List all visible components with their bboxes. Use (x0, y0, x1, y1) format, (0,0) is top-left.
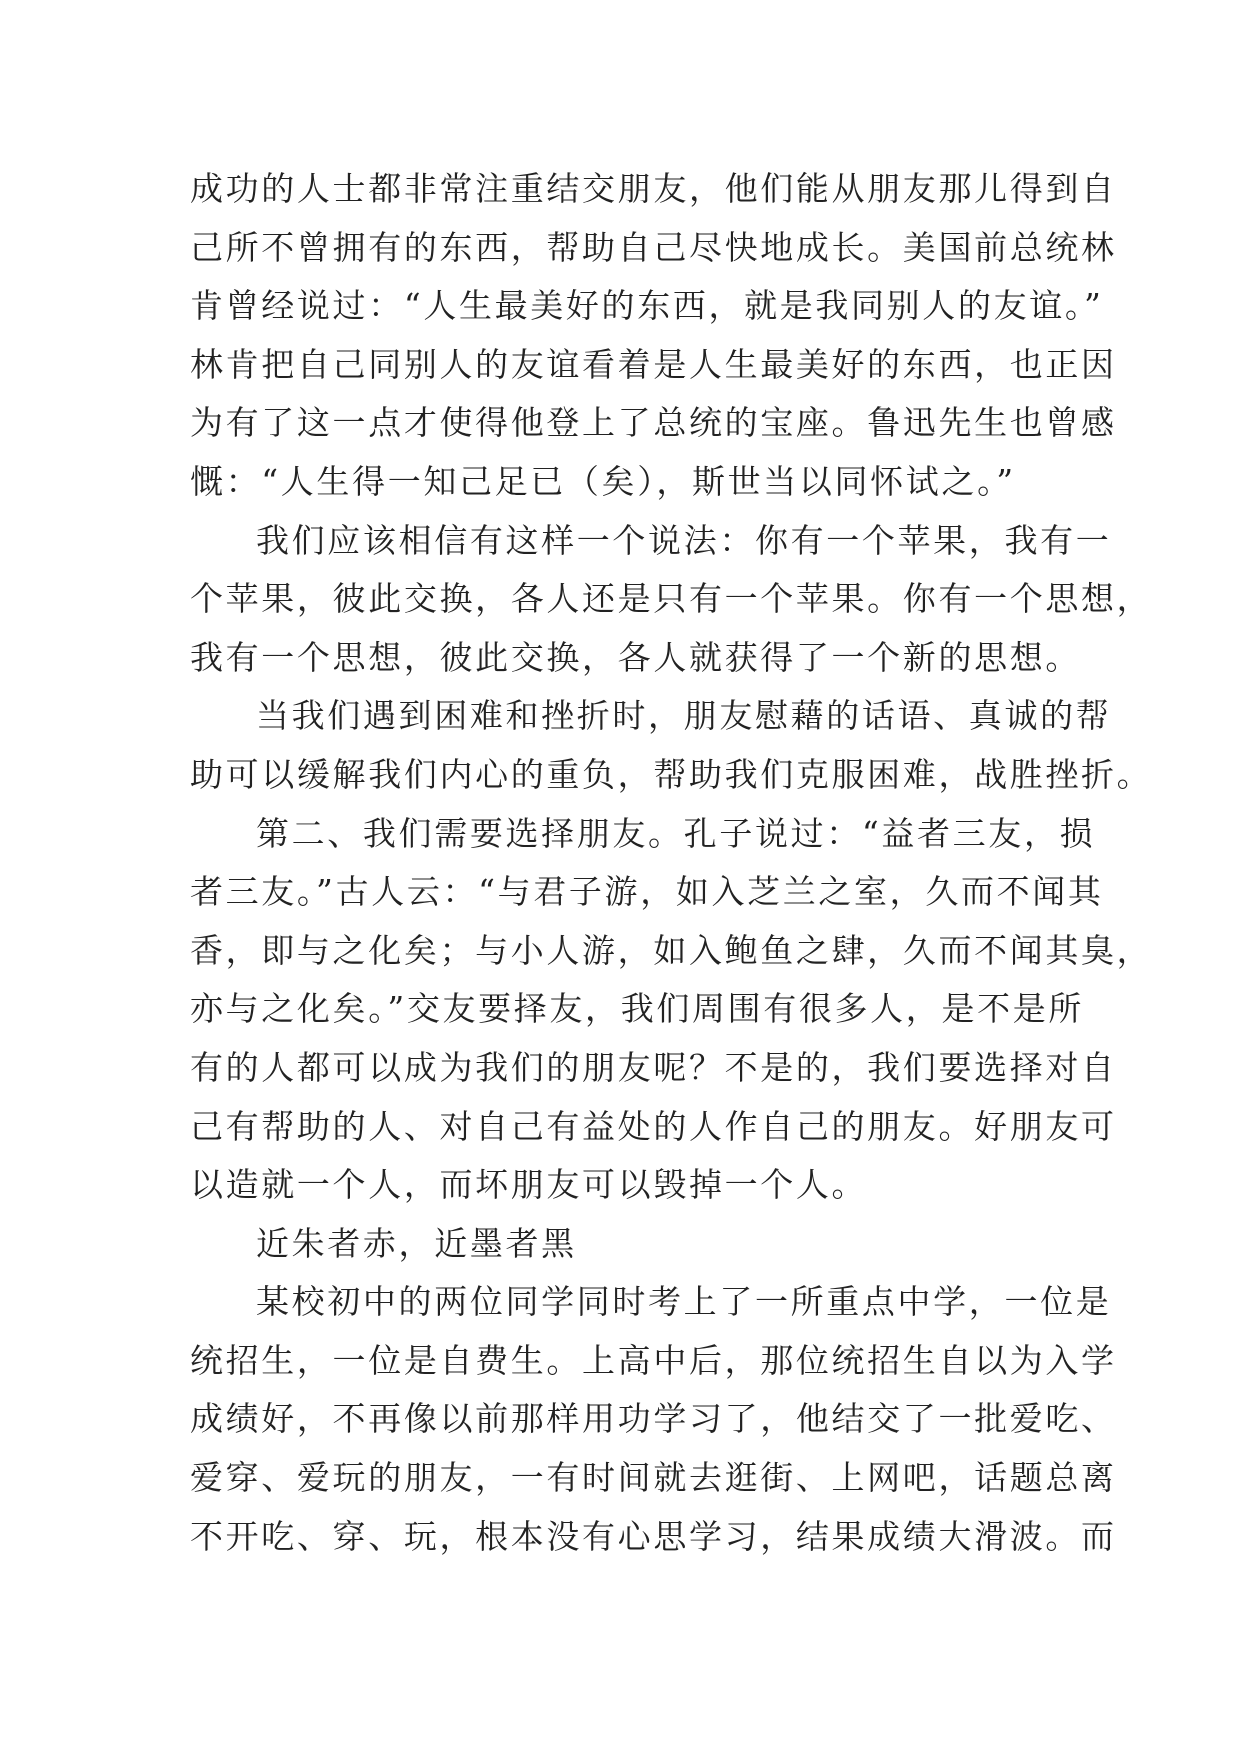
paragraph-first-line: 某校初中的两位同学同时考上了一所重点中学，一位是 (256, 1282, 1112, 1322)
text-line: 香，即与之化矣；与小人游，如入鲍鱼之肆，久而不闻其臭， (190, 930, 1153, 970)
text-line: 己所不曾拥有的东西，帮助自己尽快地成长。美国前总统林 (190, 227, 1117, 267)
text-line: 不开吃、穿、玩，根本没有心思学习，结果成绩大滑波。而 (190, 1516, 1117, 1556)
paragraph-first-line: 第二、我们需要选择朋友。孔子说过：“益者三友，损 (256, 813, 1096, 853)
text-line: 个苹果，彼此交换，各人还是只有一个苹果。你有一个思想， (190, 579, 1153, 619)
text-line: 亦与之化矣。”交友要择友，我们周围有很多人，是不是所 (190, 989, 1085, 1029)
paragraph-first-line: 我们应该相信有这样一个说法：你有一个苹果，我有一 (256, 520, 1112, 560)
document-body (190, 160, 1153, 1566)
text-line: 助可以缓解我们内心的重负，帮助我们克服困难，战胜挫折。 (190, 754, 1153, 794)
section-heading: 近朱者赤，近墨者黑 (256, 1223, 577, 1263)
text-line: 林肯把自己同别人的友谊看着是人生最美好的东西，也正因 (190, 344, 1117, 384)
text-line: 己有帮助的人、对自己有益处的人作自己的朋友。好朋友可 (190, 1106, 1117, 1146)
text-line: 为有了这一点才使得他登上了总统的宝座。鲁迅先生也曾感 (190, 403, 1117, 443)
text-line: 有的人都可以成为我们的朋友呢？不是的，我们要选择对自 (190, 1047, 1117, 1087)
text-line: 以造就一个人，而坏朋友可以毁掉一个人。 (190, 1165, 868, 1205)
text-line: 我有一个思想，彼此交换，各人就获得了一个新的思想。 (190, 637, 1081, 677)
text-line: 爱穿、爱玩的朋友，一有时间就去逛街、上网吧，话题总离 (190, 1458, 1117, 1498)
text-line: 慨：“人生得一知己足已（矣），斯世当以同怀试之。” (190, 461, 1016, 501)
text-line: 者三友。”古人云：“与君子游，如入芝兰之室，久而不闻其 (190, 872, 1104, 912)
text-line: 成绩好，不再像以前那样用功学习了，他结交了一批爱吃、 (190, 1399, 1117, 1439)
paragraph-first-line: 当我们遇到困难和挫折时，朋友慰藉的话语、真诚的帮 (256, 696, 1112, 736)
text-line: 成功的人士都非常注重结交朋友，他们能从朋友那儿得到自 (190, 169, 1117, 208)
text-line: 统招生，一位是自费生。上高中后，那位统招生自以为入学 (190, 1340, 1117, 1380)
text-line: 肯曾经说过：“人生最美好的东西，就是我同别人的友谊。” (190, 286, 1104, 326)
